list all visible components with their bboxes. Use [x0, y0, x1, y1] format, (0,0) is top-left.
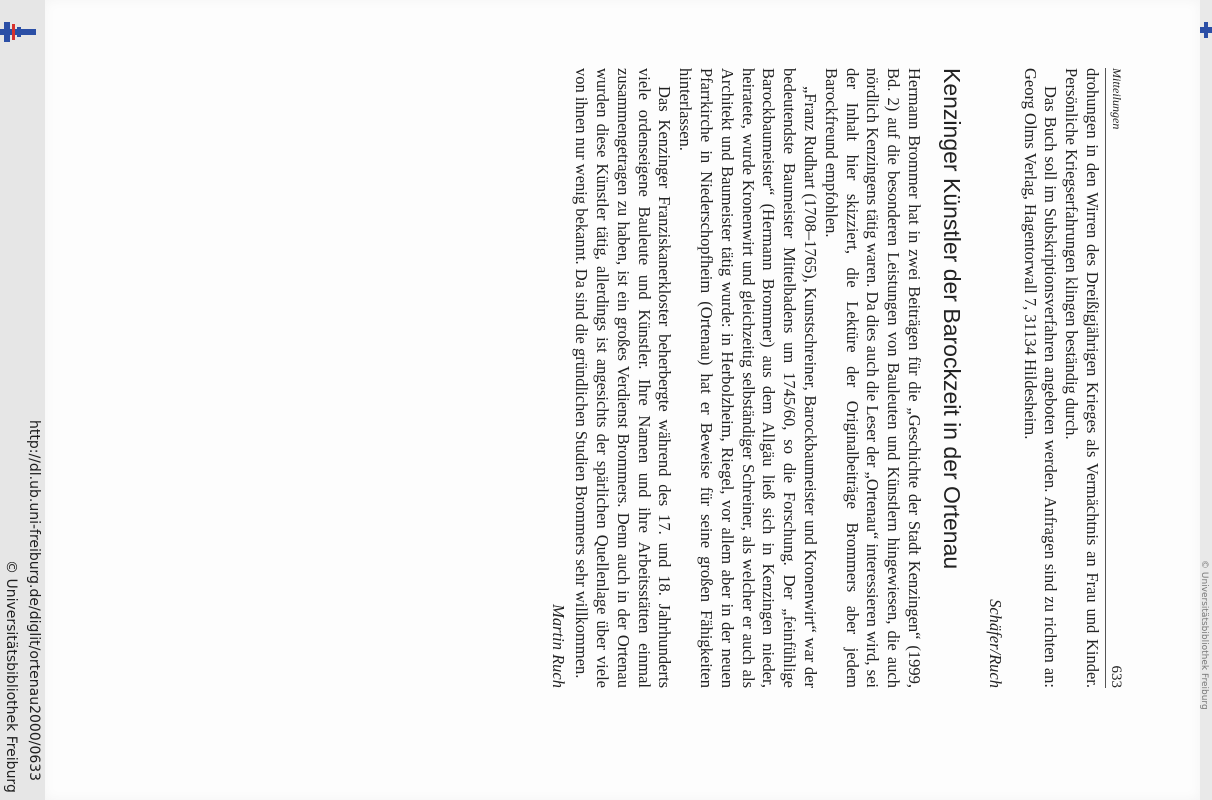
article-title: Kenzinger Künstler der Barockzeit in der Ortenau: [939, 68, 966, 570]
source-url[interactable]: http://dl.ub.uni-freiburg.de/diglit/ortenau2000/0633: [26, 420, 42, 782]
article-paragraph: „Franz Rudhart (1708–1765), Kunstschreiner, Barockbaumeister und Kronenwirt“ war der bedeutendste Baumeister Mittelbadens um 1745/60, so die Forschung. Der „feinfühlige Barockbaumeister“ (Hermann Brommer) aus dem Allgäu ließ sich in Kenzingen nieder, heiratete, wurde Kronenwirt und gleichzeitig selbständiger Schreiner, als welcher er auch als Architekt und Baumeister tätig wurde: in Herbolzheim, Riegel, vor allem aber in der neuen Pfarrkirche in Niederschopfheim (Ortenau) hat er Beweise für seine großen Fähigkeiten hinterlassen.: [676, 68, 821, 688]
review-paragraph: drohungen in den Wirren des Dreißigjährigen Krieges als Vermächtnis an Frau und Kinder. Persönliche Kriegserfahrungen klingen beständig durch.: [1062, 68, 1102, 688]
right-strip-copyright: © Universitätsbibliothek Freiburg: [1199, 560, 1209, 710]
page-header: [1105, 68, 1130, 688]
running-head: Mitteilungen: [1110, 68, 1124, 130]
review-paragraph: Das Buch soll im Subskriptionsverfahren angeboten werden. Anfragen sind zu richten an: Georg Olms Verlag, Hagentorwall 7, 31134 Hildesheim.: [1020, 68, 1061, 688]
article-paragraph: Hermann Brommer hat in zwei Beiträgen für die „Geschichte der Stadt Kenzingen“ (1999, Bd. 2) auf die besonderen Leistungen von Bauleuten und Künstlern hingewiesen, die auch nördlich Kenzingens tätig waren. Da dies auch die Leser der „Ortenau“ interessieren wird, sei der Inhalt hier skizziert, die Lektüre der Originalbeiträge Brommers aber jedem Barockfreund empfohlen.: [821, 68, 925, 688]
page-number: 633: [1108, 665, 1124, 688]
color-calibration-bar-right-icon: [1200, 20, 1212, 40]
article-author: Martin Ruch: [549, 604, 569, 688]
color-calibration-bar-icon: [0, 22, 36, 42]
rotated-page-content: [350, 68, 1130, 688]
review-author: Schäfer/Ruch: [985, 599, 1005, 688]
source-url-wrap: [24, 420, 44, 800]
copyright-wrap: [2, 560, 20, 800]
right-strip-wrap: [1198, 560, 1210, 800]
copyright-notice: © Universitätsbibliothek Freiburg: [3, 560, 19, 793]
article-paragraph: Das Kenzinger Franziskanerkloster beherbergte während des 17. und 18. Jahrhunderts viele ordenseigene Bauleute und Künstler. Ihre Namen und ihre Arbeitsstätten einmal zusammengetragen zu haben, ist ein großes Verdienst Brommers. Denn auch in der Ortenau wurden diese Künstler tätig, allerdings ist angesichts der spärlichen Quellenlage über viele von ihnen nur wenig bekannt. Da sind die gründlichen Studien Brommers sehr willkommen.: [572, 68, 675, 688]
